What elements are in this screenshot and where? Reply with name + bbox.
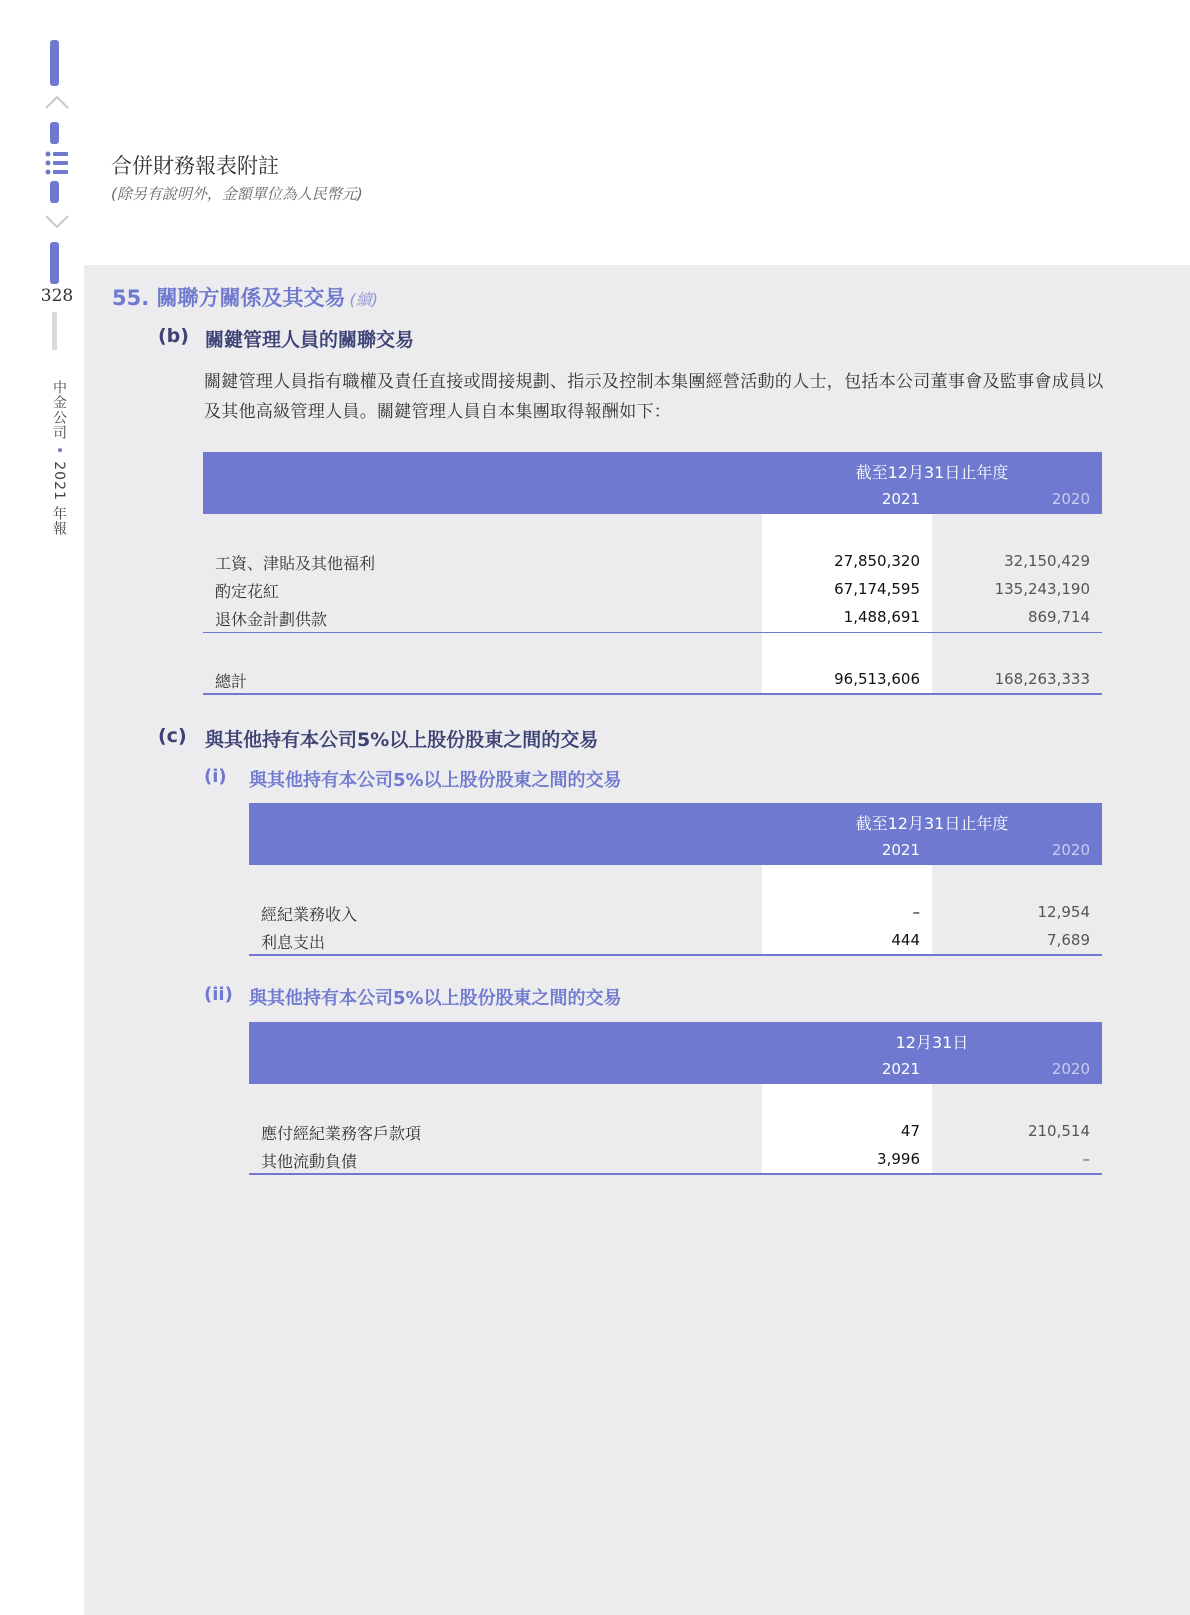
- year-prior-header: 2020: [1051, 841, 1090, 859]
- table-row: [249, 928, 1102, 952]
- part-c-i-title: 與其他持有本公司5%以上股份股東之間的交易: [249, 770, 622, 791]
- value-2020: 32,150,429: [1004, 552, 1090, 570]
- year-prior-header: 2020: [1051, 490, 1090, 508]
- part-b-title: 關鍵管理人員的關聯交易: [205, 329, 415, 351]
- report-name: 2021 年報: [51, 461, 67, 537]
- value-2021: –: [912, 903, 920, 921]
- rail-top-bar: [50, 40, 59, 86]
- part-c-title: 與其他持有本公司5%以上股份股東之間的交易: [205, 729, 599, 751]
- year-current-header: 2021: [881, 841, 920, 859]
- total-label: 總計: [215, 672, 248, 691]
- side-report-label: [45, 380, 69, 536]
- section-name: 關聯方關係及其交易: [156, 286, 346, 310]
- section-title: [112, 282, 378, 312]
- subtotal-rule: [203, 632, 1102, 633]
- table-bottom-rule: [249, 1173, 1102, 1175]
- value-2020: –: [1082, 1150, 1090, 1168]
- chevron-down-icon[interactable]: [44, 212, 70, 232]
- period-header: 12月31日: [895, 1033, 969, 1052]
- table-shareholder-balances: [249, 1022, 1102, 1175]
- table-key-management-compensation: [203, 452, 1102, 695]
- part-c-label: (c): [158, 725, 187, 747]
- table-row: [249, 900, 1102, 924]
- rail-mid-bar-lower: [50, 181, 59, 203]
- year-current-header: 2021: [881, 490, 920, 508]
- document-title: 合併財務報表附註: [111, 154, 279, 178]
- value-2021: 27,850,320: [834, 552, 920, 570]
- row-label: 經紀業務收入: [261, 905, 358, 924]
- row-label: 利息支出: [261, 933, 326, 952]
- separator-dot: •: [51, 446, 67, 456]
- year-prior-header: 2020: [1051, 1060, 1090, 1078]
- year-current-header: 2021: [881, 1060, 920, 1078]
- rail-mid-bar-upper: [50, 122, 59, 144]
- page-number: 328: [40, 286, 74, 306]
- value-2020: 135,243,190: [994, 580, 1090, 598]
- row-label: 應付經紀業務客戶款項: [261, 1124, 422, 1143]
- table-bottom-rule: [249, 954, 1102, 956]
- value-2020: 7,689: [1047, 931, 1090, 949]
- total-2021: 96,513,606: [834, 670, 920, 688]
- row-label: 其他流動負債: [261, 1152, 358, 1171]
- rail-lower-bar: [50, 242, 59, 284]
- document-subtitle: (除另有說明外，金額單位為人民幣元): [111, 185, 363, 203]
- part-c-ii-label: (ii): [204, 984, 233, 1005]
- row-label: 退休金計劃供款: [215, 610, 328, 629]
- period-header: 截至12月31日止年度: [855, 814, 1009, 833]
- table-row: [203, 577, 1102, 601]
- value-2021: 3,996: [877, 1150, 920, 1168]
- value-2021: 47: [900, 1122, 920, 1140]
- row-label: 工資、津貼及其他福利: [215, 554, 376, 573]
- value-2021: 1,488,691: [843, 608, 920, 626]
- section-continued: (續): [349, 290, 379, 309]
- value-2020: 210,514: [1027, 1122, 1090, 1140]
- row-label: 酌定花紅: [215, 582, 280, 601]
- rail-divider: [52, 312, 57, 350]
- part-b-paragraph: 關鍵管理人員指有職權及責任直接或間接規劃、指示及控制本集團經營活動的人士，包括本公司董事會及監事會成員以及其他高級管理人員。關鍵管理人員自本集團取得報酬如下：: [204, 372, 1104, 422]
- list-menu-icon[interactable]: [44, 150, 70, 176]
- section-number: 55.: [112, 286, 150, 310]
- table-row: [203, 549, 1102, 573]
- value-2021: 67,174,595: [834, 580, 920, 598]
- company-name: 中金公司: [51, 380, 67, 440]
- table-row: [249, 1147, 1102, 1171]
- value-2020: 12,954: [1037, 903, 1090, 921]
- total-row: [203, 667, 1102, 691]
- part-c-ii-title: 與其他持有本公司5%以上股份股東之間的交易: [249, 988, 622, 1009]
- part-b-label: (b): [158, 325, 189, 347]
- table-row: [249, 1119, 1102, 1143]
- value-2021: 444: [891, 931, 920, 949]
- table-row: [203, 605, 1102, 629]
- chevron-up-icon[interactable]: [44, 92, 70, 112]
- part-c-i-label: (i): [204, 766, 227, 787]
- value-2020: 869,714: [1027, 608, 1090, 626]
- period-header: 截至12月31日止年度: [855, 463, 1009, 482]
- table-shareholder-transactions: [249, 803, 1102, 956]
- table-bottom-rule: [203, 693, 1102, 695]
- total-2020: 168,263,333: [994, 670, 1090, 688]
